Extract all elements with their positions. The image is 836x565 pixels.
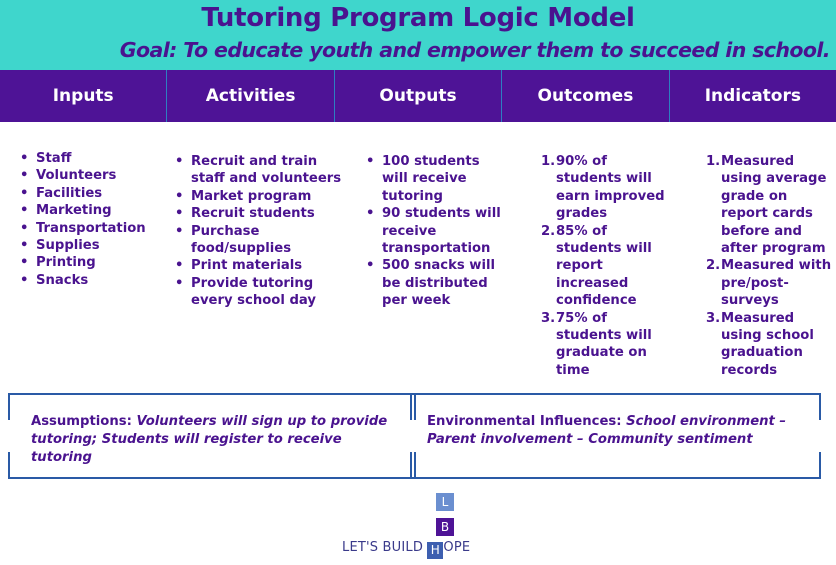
environment-label: Environmental Influences:	[427, 414, 622, 429]
list-item: 3. Measured using school graduation records	[706, 310, 814, 378]
logo-wordmark: LET'S BUILD H OPE	[342, 540, 471, 557]
list-item: 1. Measured using average grade on report cards before and after program	[706, 154, 827, 257]
page-title: Tutoring Program Logic Model	[201, 3, 635, 33]
inputs-column	[20, 150, 170, 289]
list-item: • Volunteers	[20, 167, 170, 184]
list-item: • Print materials	[175, 257, 343, 274]
list-item: • Recruit students	[175, 205, 343, 222]
assumptions-text	[31, 413, 401, 467]
list-item: • Supplies	[20, 237, 170, 254]
assumptions-label: Assumptions:	[31, 414, 132, 429]
list-item: • Recruit and train staff and volunteers	[175, 153, 343, 188]
logo-letter-h: H	[427, 542, 443, 559]
environment-text	[427, 413, 807, 449]
list-item: • Printing	[20, 254, 170, 271]
column-header-row	[0, 70, 836, 122]
logo-letter-b: B	[436, 518, 454, 536]
list-item: 1. 90% of students will earn improved grades	[541, 154, 665, 222]
list-item: 2. 85% of students will report increased confidence	[541, 223, 652, 309]
list-item: • Purchase food/supplies	[175, 223, 343, 258]
list-item: 2. Measured with pre/post-surveys	[706, 258, 832, 309]
list-item: • 500 snacks will be distributed per week	[366, 257, 501, 309]
header-outcomes: Outcomes	[502, 70, 669, 122]
logo-letter-l: L	[436, 493, 454, 511]
header-outputs: Outputs	[335, 70, 502, 122]
list-item: • Snacks	[20, 272, 170, 289]
list-item: • Facilities	[20, 185, 170, 202]
outputs-column	[366, 153, 501, 310]
list-item: • Transportation	[20, 220, 170, 237]
goal-statement: Goal: To educate youth and empower them to succeed in school.	[119, 38, 830, 62]
header-activities: Activities	[167, 70, 334, 122]
list-item: • Marketing	[20, 202, 170, 219]
list-item: • 90 students will receive transportation	[366, 205, 501, 257]
list-item: • 100 students will receive tutoring	[366, 153, 501, 205]
outcomes-column	[541, 153, 669, 379]
environment-value: School environment – Parent involvement – Community sentiment	[427, 414, 787, 447]
indicators-column	[706, 153, 836, 379]
list-item: 3. 75% of students will graduate on time	[541, 310, 652, 378]
lets-build-hope-logo	[342, 493, 492, 563]
list-item: • Provide tutoring every school day	[175, 275, 343, 310]
list-item: • Market program	[175, 188, 343, 205]
list-item: • Staff	[20, 150, 170, 167]
activities-column	[175, 153, 343, 310]
header-inputs: Inputs	[0, 70, 167, 122]
assumptions-value: Volunteers will sign up to provide tutoring; Students will register to receive tutoring	[31, 414, 388, 465]
header-indicators: Indicators	[704, 86, 801, 106]
